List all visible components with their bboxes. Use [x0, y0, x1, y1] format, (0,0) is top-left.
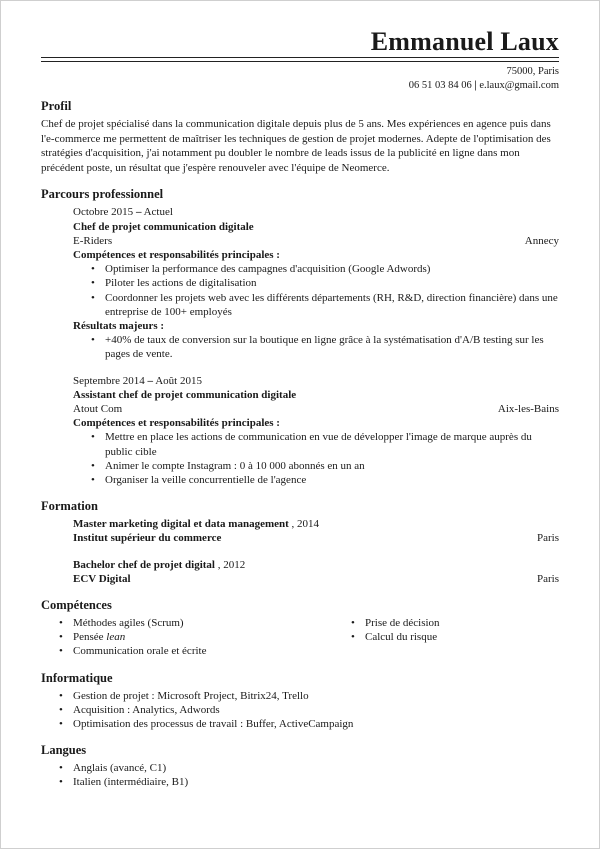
formation-1-degree-row	[73, 517, 559, 531]
job-1-role: Chef de projet communication digitale	[73, 220, 254, 233]
list-item: • Anglais (avancé, C1)	[73, 761, 559, 775]
job-2-dash: –	[147, 374, 154, 387]
list-item: • Italien (intermédiaire, B1)	[73, 775, 559, 789]
job-1-skills-title: Compétences et responsabilités principales :	[73, 248, 280, 261]
list-item: • Pensée lean	[73, 630, 333, 644]
list-item: • Optimiser la performance des campagnes d'acquisition (Google Adwords)	[105, 262, 559, 276]
job-2-location: Aix-les-Bains	[497, 403, 559, 416]
candidate-name: Emmanuel Laux	[370, 27, 559, 56]
job-1-results-list	[73, 333, 559, 361]
formation-2-degree: Bachelor chef de projet digital	[73, 558, 215, 571]
formation-item-1	[73, 517, 559, 545]
job-2-skills-list	[73, 430, 559, 487]
formation-2-school-row	[73, 572, 559, 586]
competences-col-1	[41, 616, 333, 659]
list-item: • Communication orale et écrite	[73, 644, 333, 658]
formation-2-school: ECV Digital	[73, 572, 131, 585]
job-2-role: Assistant chef de projet communication digitale	[73, 388, 297, 401]
formation-1-school: Institut supérieur du commerce	[73, 532, 222, 545]
list-item: • Acquisition : Analytics, Adwords	[73, 703, 559, 717]
phone-email-line	[409, 79, 559, 93]
list-item: • Animer le compte Instagram : 0 à 10 000 abonnés en un an	[105, 459, 559, 473]
formation-2-year: , 2012	[217, 558, 246, 571]
header-rule-thick	[41, 57, 559, 58]
informatique-list	[41, 689, 559, 732]
list-item: • Organiser la veille concurrentielle de l'agence	[105, 473, 559, 487]
langues-list	[41, 761, 559, 789]
job-2-end: Août 2015	[155, 374, 202, 387]
competences-col-2	[333, 616, 440, 659]
formation-1-school-row	[73, 531, 559, 545]
section-profil	[41, 99, 559, 175]
list-item: • Coordonner les projets web avec les différents départements (RH, R&D, direction financière) dans une entreprise de 100+ employés	[105, 291, 559, 319]
list-item: • Gestion de projet : Microsoft Project, Bitrix24, Trello	[73, 689, 559, 703]
list-item: • Mettre en place les actions de communication en vue de développer l'image de marque auprès du public cible	[105, 430, 559, 458]
section-title-informatique: Informatique	[41, 670, 113, 685]
formation-1-location: Paris	[537, 532, 559, 545]
section-title-competences: Compétences	[41, 598, 112, 613]
formation-1-year: , 2014	[291, 518, 320, 531]
job-2-start: Septembre 2014	[73, 374, 145, 387]
formation-1-degree: Master marketing digital et data management	[73, 518, 289, 531]
section-formation	[41, 499, 559, 586]
section-langues	[41, 743, 559, 789]
job-1-company-row	[73, 234, 559, 248]
list-item: • Optimisation des processus de travail : Buffer, ActiveCampaign	[73, 717, 559, 731]
address: 75000, Paris	[506, 66, 559, 77]
list-item: • Prise de décision	[365, 616, 440, 630]
section-informatique	[41, 671, 559, 732]
formation-2-degree-row	[73, 558, 559, 572]
section-title-profil: Profil	[41, 99, 72, 113]
formation-item-2	[73, 558, 559, 586]
job-2-company: Atout Com	[73, 403, 123, 416]
email: e.laux@gmail.com	[479, 79, 559, 91]
job-1-end: Actuel	[143, 206, 173, 219]
job-1-company: E-Riders	[73, 234, 113, 247]
job-1-results-title: Résultats majeurs :	[73, 320, 165, 332]
section-title-formation: Formation	[41, 499, 98, 514]
section-competences	[41, 598, 559, 659]
job-1-dash: –	[135, 206, 142, 219]
job-1	[73, 205, 559, 361]
phone: 06 51 03 84 06	[408, 79, 472, 91]
job-2-skills-title: Compétences et responsabilités principales :	[73, 417, 280, 430]
section-parcours	[41, 187, 559, 487]
competences-columns	[41, 616, 559, 659]
list-item: • +40% de taux de conversion sur la boutique en ligne grâce à la systématisation d'A/B testing sur les pages de vente.	[105, 333, 559, 361]
section-title-parcours: Parcours professionnel	[41, 187, 164, 202]
job-1-location: Annecy	[524, 234, 559, 247]
job-1-skills-list	[73, 262, 559, 319]
formation-2-location: Paris	[537, 572, 559, 585]
job-2-dates	[73, 374, 559, 388]
list-item: • Calcul du risque	[365, 630, 440, 644]
job-1-start: Octobre 2015	[73, 206, 134, 219]
contact-separator: |	[474, 79, 477, 91]
list-item: • Piloter les actions de digitalisation	[105, 276, 559, 290]
contact-block	[409, 65, 559, 92]
job-1-dates	[73, 205, 559, 219]
section-title-langues: Langues	[41, 743, 87, 758]
profil-text: Chef de projet spécialisé dans la communication digitale depuis plus de 5 ans. Mes expériences en agence puis dans l'e-commerce me permettent de maîtriser les techniques de gestion de projet modernes. Adepte de l'optimisation des stratégies d'acquisition, j'ai notamment pu doubler le nombre de leads issus de la publicité en ligne dans mon précédent poste, un résultat que j'espère renouveler avec l'équipe de Neomerce.	[41, 118, 551, 174]
header-rule-thin	[41, 61, 559, 62]
job-2	[73, 374, 559, 488]
job-2-company-row	[73, 402, 559, 416]
resume-content	[41, 99, 559, 790]
list-item: • Méthodes agiles (Scrum)	[73, 616, 333, 630]
